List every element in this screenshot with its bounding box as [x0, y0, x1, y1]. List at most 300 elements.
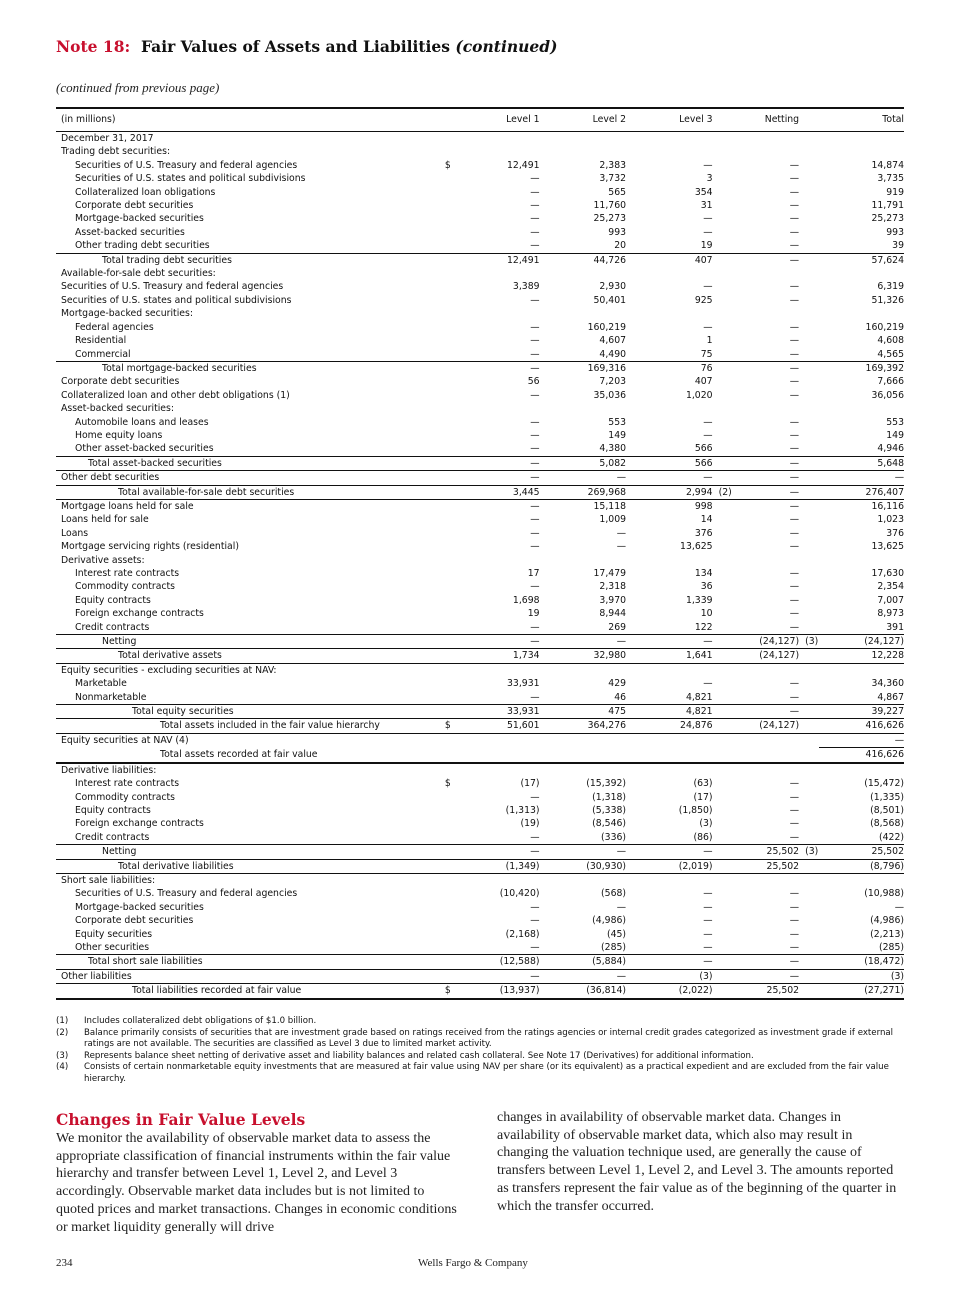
- total-value: 36,056: [871, 389, 904, 401]
- total-value: (4,986): [870, 915, 904, 927]
- total-value: 39: [892, 240, 904, 252]
- level-2-value: (36,814): [550, 984, 626, 999]
- level-2-value: 565: [608, 186, 627, 198]
- dollar-sign: [443, 307, 463, 320]
- dollar-sign: [443, 442, 463, 456]
- spacer-cell: [626, 804, 636, 817]
- netting-value: [733, 145, 799, 158]
- level-3-value: [636, 748, 712, 763]
- row-label: Asset-backed securities:: [61, 403, 175, 415]
- spacer-cell: [540, 845, 550, 859]
- total-value: [819, 873, 904, 887]
- total-value: [819, 663, 904, 677]
- level-2-value: (30,930): [550, 859, 626, 873]
- spacer-cell: [626, 442, 636, 456]
- netting-value: —: [789, 831, 800, 843]
- level-1-value: —: [530, 791, 540, 803]
- total-value: 4,565: [877, 348, 904, 360]
- level-1-value: —: [463, 499, 539, 513]
- table-row: [56, 442, 904, 456]
- spacer-cell: [626, 294, 636, 307]
- row-label: Credit contracts: [75, 831, 150, 843]
- dollar-sign: [443, 456, 463, 470]
- netting-value: —: [789, 941, 800, 953]
- netting-value: [733, 307, 799, 320]
- spacer-cell: [626, 901, 636, 914]
- total-value: 12,228: [819, 649, 904, 663]
- level-3-footnote: [713, 607, 733, 620]
- level-3-footnote: [713, 513, 733, 526]
- spacer-cell: [626, 791, 636, 804]
- level-3-footnote: [713, 914, 733, 927]
- level-3-footnote: [713, 567, 733, 580]
- spacer-cell: [540, 239, 550, 253]
- spacer-cell: [626, 635, 636, 649]
- level-1-value: —: [530, 901, 540, 913]
- netting-value: (24,127): [733, 635, 799, 649]
- column-header-level-1: Level 1: [463, 108, 539, 132]
- level-1-value: —: [530, 294, 540, 306]
- table-row: [56, 621, 904, 635]
- netting-value: [733, 663, 799, 677]
- spacer-cell: [540, 172, 550, 185]
- spacer-cell: [540, 199, 550, 212]
- row-label: Automobile loans and leases: [75, 416, 209, 428]
- level-3-footnote: [713, 172, 733, 185]
- total-value: 14,874: [871, 159, 904, 171]
- spacer-cell: [626, 334, 636, 347]
- spacer-cell: [626, 748, 636, 763]
- table-row: [56, 145, 904, 158]
- spacer-cell: [540, 321, 550, 334]
- dollar-sign: $: [443, 719, 463, 733]
- table-row: [56, 580, 904, 593]
- dollar-sign: [443, 733, 463, 747]
- level-1-value: —: [463, 969, 539, 983]
- netting-value: —: [789, 186, 800, 198]
- spacer-cell: [626, 928, 636, 941]
- fair-value-table: [56, 107, 904, 1000]
- total-value: [819, 132, 904, 146]
- netting-value: [733, 132, 799, 146]
- spacer-cell: [626, 280, 636, 293]
- netting-footnote: [799, 471, 819, 485]
- row-label: Mortgage-backed securities:: [61, 308, 193, 320]
- netting-value: —: [789, 443, 800, 455]
- dollar-sign: [443, 859, 463, 873]
- level-1-value: —: [530, 226, 540, 238]
- level-2-value: (5,338): [592, 804, 627, 816]
- level-3-footnote: [713, 594, 733, 607]
- netting-footnote: [799, 873, 819, 887]
- level-3-footnote: [713, 859, 733, 873]
- level-1-value: 19: [527, 608, 540, 620]
- row-label: Total liabilities recorded at fair value: [56, 984, 443, 999]
- netting-value: —: [789, 678, 800, 690]
- row-label: Total assets included in the fair value hierarchy: [56, 719, 443, 733]
- netting-footnote: [799, 540, 819, 553]
- spacer-cell: [626, 159, 636, 172]
- spacer-cell: [540, 429, 550, 442]
- total-value: 1,023: [877, 514, 904, 526]
- spacer-cell: [626, 239, 636, 253]
- spacer-cell: [540, 705, 550, 719]
- spacer-cell: [540, 719, 550, 733]
- level-2-value: 8,944: [599, 608, 627, 620]
- total-value: 3,735: [877, 173, 904, 185]
- netting-value: —: [789, 608, 800, 620]
- row-label: Corporate debt securities: [75, 915, 194, 927]
- spacer-cell: [626, 663, 636, 677]
- netting-footnote: [799, 567, 819, 580]
- spacer-cell: [540, 145, 550, 158]
- spacer-cell: [626, 145, 636, 158]
- netting-value: —: [789, 514, 800, 526]
- netting-footnote: [799, 416, 819, 429]
- netting-value: 25,502: [733, 984, 799, 999]
- table-row: [56, 567, 904, 580]
- row-label: Securities of U.S. states and political subdivisions: [75, 173, 306, 185]
- dollar-sign: [443, 226, 463, 239]
- table-row: [56, 513, 904, 526]
- row-label: Total trading debt securities: [56, 253, 443, 267]
- level-3-value: —: [636, 845, 712, 859]
- row-label: Interest rate contracts: [75, 778, 180, 790]
- dollar-sign: [443, 294, 463, 307]
- netting-value: —: [733, 705, 799, 719]
- level-3-footnote: [713, 159, 733, 172]
- spacer-cell: [626, 580, 636, 593]
- level-3-footnote: [713, 375, 733, 388]
- netting-value: —: [789, 888, 800, 900]
- level-3-footnote: [713, 267, 733, 280]
- level-3-value: (1,850): [678, 804, 713, 816]
- footnote-text: Consists of certain nonmarketable equity investments that are measured at fair value using NAV per share (or its equivalent) as a practical expedient and are excluded from the fair value hierarchy.: [84, 1062, 889, 1084]
- level-3-value: (17): [693, 791, 713, 803]
- level-1-value: (10,420): [499, 888, 540, 900]
- spacer-cell: [540, 791, 550, 804]
- dollar-sign: [443, 540, 463, 553]
- netting-footnote: [799, 887, 819, 900]
- netting-value: —: [789, 818, 800, 830]
- dollar-sign: [443, 804, 463, 817]
- table-row: [56, 307, 904, 320]
- netting-value: —: [789, 691, 800, 703]
- level-3-footnote: [713, 321, 733, 334]
- netting-footnote: [799, 580, 819, 593]
- level-3-value: 24,876: [636, 719, 712, 733]
- level-2-value: (568): [601, 888, 627, 900]
- level-3-value: —: [703, 281, 713, 293]
- dollar-sign: [443, 389, 463, 402]
- netting-footnote: [799, 527, 819, 540]
- level-3-footnote: [713, 845, 733, 859]
- level-1-value: 1,734: [463, 649, 539, 663]
- dollar-sign: [443, 172, 463, 185]
- netting-value: 25,502: [733, 859, 799, 873]
- netting-value: —: [789, 804, 800, 816]
- spacer-cell: [626, 607, 636, 620]
- spacer-cell: [540, 691, 550, 705]
- netting-footnote: (3): [799, 635, 819, 649]
- dollar-sign: [443, 705, 463, 719]
- row-label: Total asset-backed securities: [56, 456, 443, 470]
- netting-value: —: [789, 294, 800, 306]
- level-3-value: [636, 873, 712, 887]
- level-3-value: —: [703, 226, 713, 238]
- spacer-cell: [626, 132, 636, 146]
- spacer-cell: [540, 804, 550, 817]
- level-1-value: —: [463, 471, 539, 485]
- level-2-value: (8,546): [592, 818, 627, 830]
- spacer-cell: [626, 321, 636, 334]
- total-value: 391: [886, 621, 904, 633]
- table-row: [56, 132, 904, 146]
- spacer-cell: [540, 594, 550, 607]
- level-3-footnote: [713, 791, 733, 804]
- netting-footnote: [799, 719, 819, 733]
- netting-value: —: [789, 581, 800, 593]
- level-2-value: —: [550, 969, 626, 983]
- body-text-column-2: changes in availability of observable market data. Changes in availability of observable market data, which also may result in changing the valuation technique used, are generally the cause of transfers between Level 1, Level 2, and Level 3. The amounts reported as transfers represent the fair value as of the beginning of the quarter in which the transfer occurred.: [497, 1110, 897, 1214]
- spacer-cell: [540, 873, 550, 887]
- level-2-value: (5,884): [550, 955, 626, 969]
- netting-footnote: [799, 429, 819, 442]
- level-3-value: —: [636, 955, 712, 969]
- total-value: 919: [886, 186, 904, 198]
- level-1-value: —: [530, 915, 540, 927]
- netting-footnote: [799, 663, 819, 677]
- total-value: (8,796): [819, 859, 904, 873]
- table-row: [56, 540, 904, 553]
- level-3-footnote: [713, 635, 733, 649]
- level-2-value: 46: [614, 691, 627, 703]
- level-2-value: [550, 402, 626, 415]
- table-row: [56, 777, 904, 790]
- table-row: [56, 955, 904, 969]
- netting-value: —: [733, 485, 799, 499]
- spacer-cell: [540, 280, 550, 293]
- spacer-cell: [540, 375, 550, 388]
- level-3-footnote: [713, 145, 733, 158]
- level-3-value: (86): [693, 831, 713, 843]
- table-row: [56, 649, 904, 663]
- netting-footnote: [799, 733, 819, 747]
- spacer-cell: [540, 567, 550, 580]
- total-value: 416,626: [819, 719, 904, 733]
- table-row: [56, 212, 904, 225]
- total-value: 7,007: [877, 594, 904, 606]
- netting-footnote: [799, 172, 819, 185]
- spacer-cell: [540, 527, 550, 540]
- level-3-footnote: [713, 955, 733, 969]
- netting-footnote: [799, 132, 819, 146]
- dollar-sign: [443, 416, 463, 429]
- level-2-value: [550, 132, 626, 146]
- spacer-cell: [626, 984, 636, 999]
- level-1-value: [463, 663, 539, 677]
- netting-footnote: [799, 677, 819, 690]
- total-value: (24,127): [819, 635, 904, 649]
- spacer-cell: [540, 471, 550, 485]
- total-value: 34,360: [871, 678, 904, 690]
- level-3-footnote: [713, 887, 733, 900]
- spacer-cell: [626, 416, 636, 429]
- spacer-cell: [626, 859, 636, 873]
- level-1-value: [463, 873, 539, 887]
- level-3-value: 4,821: [685, 691, 713, 703]
- row-label: Mortgage-backed securities: [75, 213, 204, 225]
- level-3-value: —: [703, 941, 713, 953]
- total-value: 376: [886, 527, 904, 539]
- total-value: (8,568): [870, 818, 904, 830]
- netting-value: [733, 748, 799, 763]
- level-2-value: —: [616, 541, 627, 553]
- netting-footnote: [799, 239, 819, 253]
- row-label: Mortgage servicing rights (residential): [61, 541, 239, 553]
- level-2-value: 7,203: [599, 376, 627, 388]
- netting-footnote: [799, 361, 819, 375]
- netting-footnote: [799, 499, 819, 513]
- netting-footnote: [799, 348, 819, 362]
- level-3-value: —: [636, 471, 712, 485]
- dollar-sign: $: [444, 778, 451, 790]
- note-title: Fair Values of Assets and Liabilities: [141, 37, 450, 56]
- netting-value: —: [789, 321, 800, 333]
- level-2-value: [550, 873, 626, 887]
- spacer-cell: [540, 763, 550, 777]
- row-label: Collateralized loan and other debt obligations (1): [61, 389, 290, 401]
- level-2-value: 17,479: [593, 568, 627, 579]
- level-1-value: 1,698: [512, 594, 540, 606]
- table-row: [56, 941, 904, 955]
- level-3-value: 36: [700, 581, 713, 593]
- total-value: —: [894, 901, 904, 913]
- total-value: 51,326: [871, 294, 904, 306]
- table-row: [56, 471, 904, 485]
- netting-value: —: [733, 499, 799, 513]
- total-value: [819, 145, 904, 158]
- footnote-key: (3): [56, 1050, 69, 1061]
- total-value: [819, 402, 904, 415]
- spacer-cell: [540, 663, 550, 677]
- level-3-footnote: [713, 928, 733, 941]
- level-2-value: 553: [608, 416, 627, 428]
- level-2-value: 364,276: [550, 719, 626, 733]
- level-3-value: 407: [694, 376, 713, 388]
- netting-footnote: [799, 594, 819, 607]
- level-1-value: —: [530, 186, 540, 198]
- spacer-cell: [626, 389, 636, 402]
- dollar-sign: [443, 887, 463, 900]
- dollar-sign: [443, 527, 463, 540]
- spacer-cell: [626, 941, 636, 955]
- dollar-sign: [443, 334, 463, 347]
- table-row: [56, 763, 904, 777]
- row-label: Available-for-sale debt securities:: [61, 268, 216, 280]
- level-1-value: [463, 402, 539, 415]
- level-1-value: [463, 132, 539, 146]
- total-value: 7,666: [877, 376, 904, 388]
- level-2-value: 269,968: [550, 485, 626, 499]
- level-2-value: (45): [606, 928, 627, 940]
- spacer-cell: [540, 955, 550, 969]
- level-2-value: 475: [550, 705, 626, 719]
- spacer-cell: [540, 307, 550, 320]
- netting-value: —: [789, 376, 800, 388]
- level-3-value: 354: [694, 186, 713, 198]
- footnote-key: (4): [56, 1062, 69, 1073]
- netting-footnote: [799, 334, 819, 347]
- level-2-value: [550, 267, 626, 280]
- dollar-sign: [443, 621, 463, 635]
- dollar-sign: [443, 748, 463, 763]
- table-row: [56, 845, 904, 859]
- level-2-value: (1,318): [592, 791, 627, 803]
- spacer-cell: [626, 172, 636, 185]
- netting-value: [733, 733, 799, 747]
- total-value: (10,988): [864, 888, 904, 900]
- level-2-value: 160,219: [587, 321, 627, 333]
- level-3-footnote: [713, 212, 733, 225]
- spacer-cell: [540, 402, 550, 415]
- footnote: [56, 1062, 904, 1085]
- level-1-value: 51,601: [463, 719, 539, 733]
- table-row: [56, 914, 904, 927]
- body-text-column-1: We monitor the availability of observable market data to assess the appropriate classification of financial instruments within the fair value hierarchy and transfer between Level 1, Level 2, and Level 3 accordingly. Observable market data includes but is not limited to quoted prices and market transactions. Changes in economic conditions or market liquidity generally will drive: [56, 1131, 457, 1235]
- spacer-cell: [540, 887, 550, 900]
- dollar-sign: [443, 677, 463, 690]
- level-3-footnote: [713, 540, 733, 553]
- row-label: Equity securities at NAV (4): [56, 733, 443, 747]
- level-3-footnote: [713, 748, 733, 763]
- dollar-sign: [443, 914, 463, 927]
- spacer-cell: [540, 540, 550, 553]
- spacer-cell: [626, 594, 636, 607]
- row-label: Marketable: [75, 678, 127, 690]
- spacer-cell: [626, 226, 636, 239]
- dollar-sign: [443, 267, 463, 280]
- dollar-sign: [443, 375, 463, 388]
- total-value: (8,501): [870, 804, 904, 816]
- row-label: Interest rate contracts: [75, 568, 180, 579]
- table-row: [56, 635, 904, 649]
- netting-value: —: [789, 568, 800, 579]
- netting-value: (24,127): [733, 719, 799, 733]
- level-2-value: 35,036: [593, 389, 627, 401]
- netting-footnote: [799, 513, 819, 526]
- spacer-cell: [626, 955, 636, 969]
- dollar-sign: [443, 280, 463, 293]
- spacer-cell: [540, 901, 550, 914]
- level-3-value: [636, 132, 712, 146]
- level-3-footnote: [713, 663, 733, 677]
- spacer-cell: [626, 267, 636, 280]
- table-row: [56, 859, 904, 873]
- row-label: Other trading debt securities: [75, 240, 210, 252]
- spacer-cell: [540, 649, 550, 663]
- dollar-sign: [443, 513, 463, 526]
- level-1-value: 3,445: [463, 485, 539, 499]
- level-2-value: 25,273: [593, 213, 627, 225]
- spacer-cell: [540, 831, 550, 845]
- level-3-footnote: [713, 307, 733, 320]
- netting-value: —: [789, 389, 800, 401]
- dollar-sign: [443, 361, 463, 375]
- total-value: (18,472): [819, 955, 904, 969]
- spacer-cell: [626, 705, 636, 719]
- netting-value: —: [733, 955, 799, 969]
